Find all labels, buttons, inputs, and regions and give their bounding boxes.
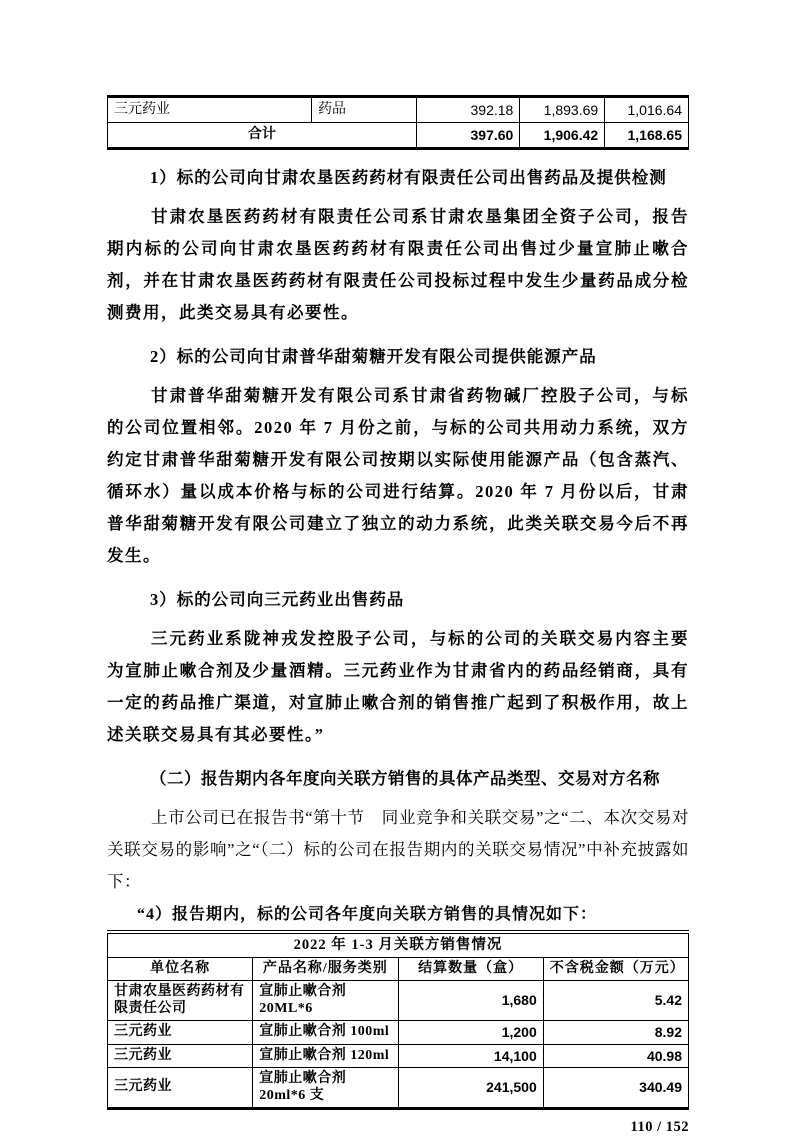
cell-product: 宣肺止嗽合剂 20ml*6 支 <box>253 1068 398 1109</box>
cell-amount-3: 1,016.64 <box>605 97 689 123</box>
cell-unit: 三元药业 <box>108 1068 253 1109</box>
section-heading-1: 1）标的公司向甘肃农垦医药药材有限责任公司出售药品及提供检测 <box>150 168 667 187</box>
column-header-product: 产品名称/服务类别 <box>253 957 398 981</box>
table-title: 2022 年 1-3 月关联方销售情况 <box>108 932 689 957</box>
table-row <box>108 1044 689 1068</box>
cell-unit: 三元药业 <box>108 1021 253 1045</box>
subsection-two-intro: 上市公司已在报告书“第十节 同业竞争和关联交易”之“二、本次交易对关联交易的影响”之“（二）标的公司在报告期内的关联交易情况”中补充披露如下： <box>107 808 689 891</box>
related-transactions-summary-table <box>107 95 689 150</box>
column-header-amount: 不含税金额（万元） <box>543 957 688 981</box>
column-header-unit: 单位名称 <box>108 957 253 981</box>
cell-amount: 40.98 <box>543 1044 688 1068</box>
cell-unit: 三元药业 <box>108 1044 253 1068</box>
cell-amount-1: 392.18 <box>416 97 520 123</box>
subsection-two-note: “4）报告期内，标的公司各年度向关联方销售的具情况如下： <box>137 906 598 923</box>
cell-quantity: 1,680 <box>398 981 543 1021</box>
page-number: 110 / 152 <box>630 1119 689 1135</box>
table-title-row <box>108 932 689 957</box>
cell-product: 宣肺止嗽合剂 120ml <box>253 1044 398 1068</box>
q1-2022-related-sales-table <box>107 930 689 1110</box>
table-total-row <box>108 123 689 149</box>
section-heading-2: 2）标的公司向甘肃普华甜菊糖开发有限公司提供能源产品 <box>150 347 597 366</box>
table-row <box>108 981 689 1021</box>
section-heading-3: 3）标的公司向三元药业出售药品 <box>150 590 405 609</box>
cell-total-1: 397.60 <box>416 123 520 149</box>
section-paragraph-2: 甘肃普华甜菊糖开发有限公司系甘肃省药物碱厂控股子公司，与标的公司位置相邻。2020 年 7 月份之前，与标的公司共用动力系统，双方约定甘肃普华甜菊糖开发有限公司按期以实际使用能源产品（包含蒸汽、循环水）量以成本价格与标的公司进行结算。2020 年 7 月份以后，甘肃普华甜菊糖开发有限公司建立了独立的动力系统，此类关联交易今后不再发生。 <box>107 386 689 565</box>
cell-quantity: 1,200 <box>398 1021 543 1045</box>
cell-product: 宣肺止嗽合剂 100ml <box>253 1021 398 1045</box>
cell-total-3: 1,168.65 <box>605 123 689 149</box>
cell-product: 宣肺止嗽合剂 20ML*6 <box>253 981 398 1021</box>
cell-quantity: 241,500 <box>398 1068 543 1109</box>
cell-amount: 5.42 <box>543 981 688 1021</box>
table-row <box>108 1068 689 1109</box>
cell-total-label: 合计 <box>108 123 417 149</box>
cell-amount-2: 1,893.69 <box>520 97 605 123</box>
cell-category: 药品 <box>311 97 416 123</box>
subsection-two-heading: （二）报告期内各年度向关联方销售的具体产品类型、交易对方名称 <box>150 770 660 788</box>
table-header-row <box>108 957 689 981</box>
section-paragraph-3: 三元药业系陇神戎发控股子公司，与标的公司的关联交易内容主要为宣肺止嗽合剂及少量酒精。三元药业作为甘肃省内的药品经销商，具有一定的药品推广渠道，对宣肺止嗽合剂的销售推广起到了积极作用，故上述关联交易具有其必要性。” <box>107 629 689 744</box>
cell-amount: 8.92 <box>543 1021 688 1045</box>
column-header-quantity: 结算数量（盒） <box>398 957 543 981</box>
section-paragraph-1: 甘肃农垦医药药材有限责任公司系甘肃农垦集团全资子公司，报告期内标的公司向甘肃农垦医药药材有限责任公司出售过少量宣肺止嗽合剂，并在甘肃农垦医药药材有限责任公司投标过程中发生少量药品成分检测费用，此类交易具有必要性。 <box>107 207 689 322</box>
cell-quantity: 14,100 <box>398 1044 543 1068</box>
cell-unit: 甘肃农垦医药药材有限责任公司 <box>108 981 253 1021</box>
cell-total-2: 1,906.42 <box>520 123 605 149</box>
table-row <box>108 97 689 123</box>
cell-company: 三元药业 <box>108 97 312 123</box>
cell-amount: 340.49 <box>543 1068 688 1109</box>
table-row <box>108 1021 689 1045</box>
